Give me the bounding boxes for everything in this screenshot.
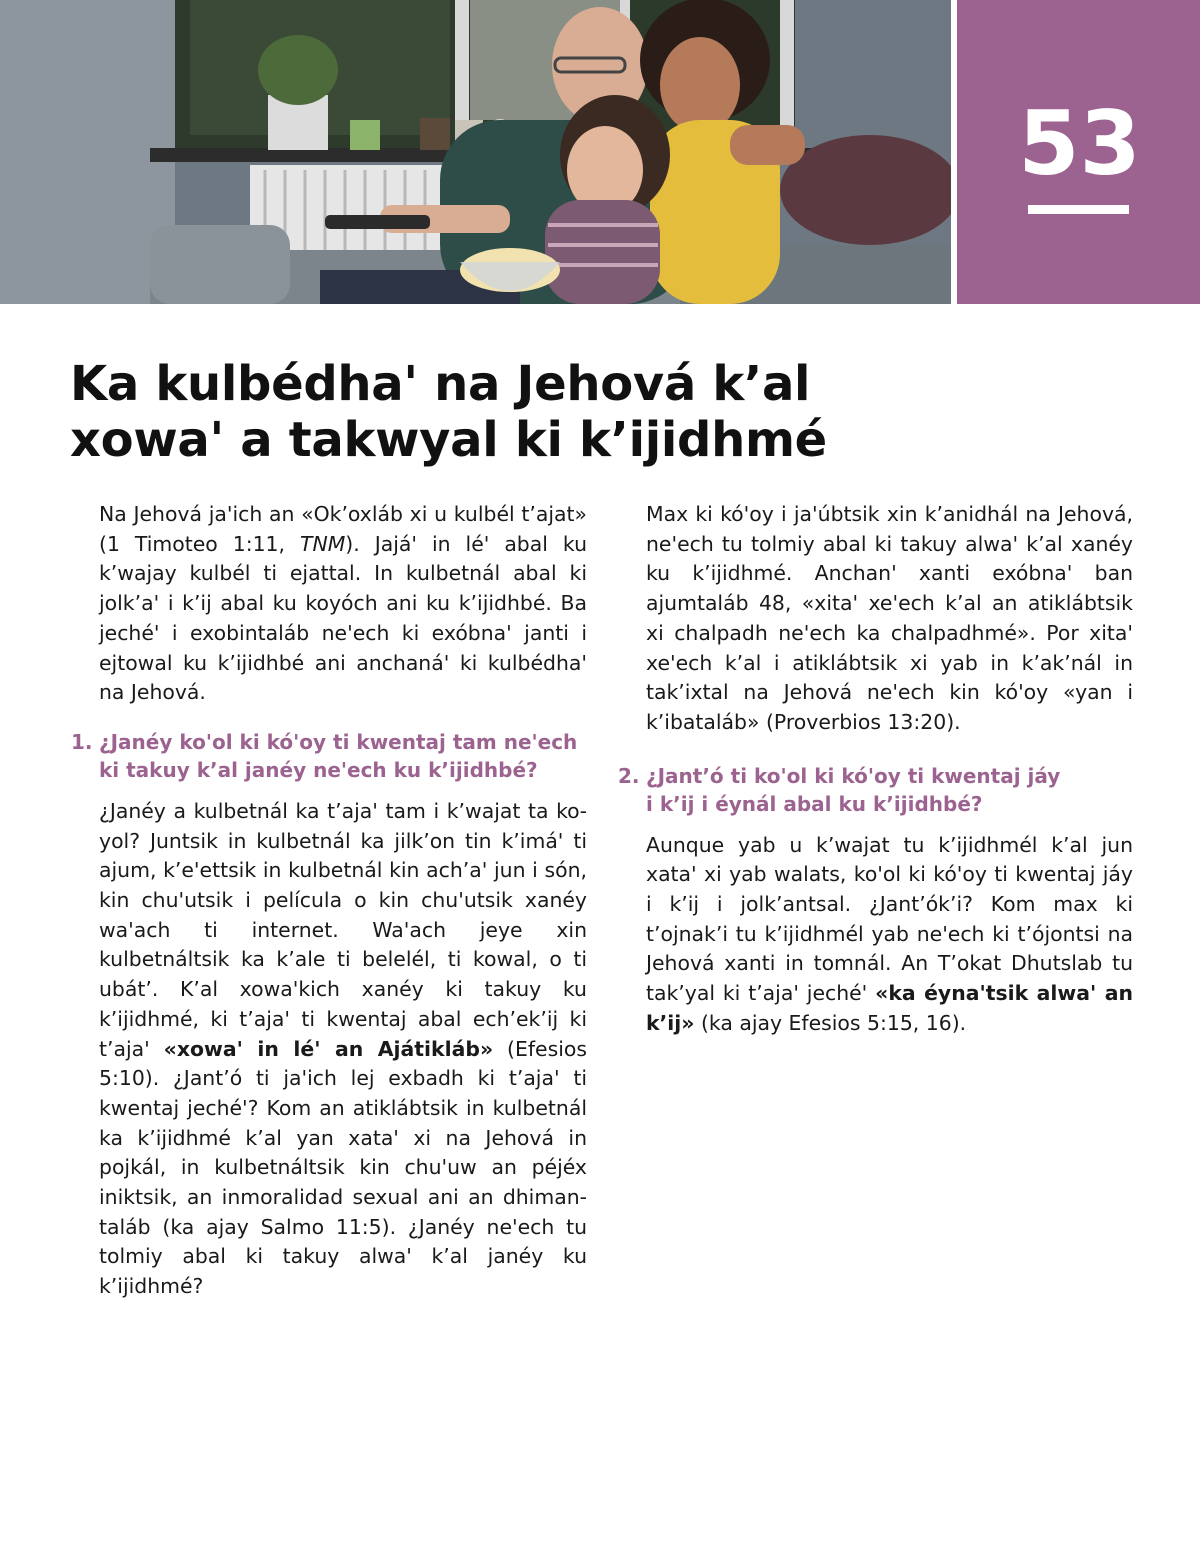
section-2-text-start: Aunque yab u k’wajat tu k’ijidhmél k’al jun xata' xi yab walats, ko'ol ki kó'oy ti kwentaj jáy i k’ij i jolk’antsal. ¿Jant’ók’i? Kom max ki t’ojnak’i tu k’ijidhmél yab ne'ech ki t’ójontsi na Jehová xanti in tomnál. An T’okat Dhutslab tu tak’yal ki t’aja' jeché' [646, 832, 1133, 1006]
section-2-bold-quote: «ka éyna'tsik alwa' an k’ij» [646, 981, 1133, 1035]
page-title-line-1: Ka kulbédha' na Jehová k’al [70, 356, 811, 412]
intro-bible-version: TNM [299, 531, 346, 556]
intro-text-end: ). Jajá' in lé' abal ku k’wajay kulbél ti ejattal. In kulbetnál abal ki jolk’a' i k’ij abal ku koyóch ani ku k’ijidhbé. Ba jeché' i exobintaláb ne'ech ki exóbna' janti i ejtowal ku k’ijidhbé ani anchaná' ki kulbédha' na Jehová. [99, 531, 587, 705]
page-title-line-2: xowa' a takwyal ki k’ijidhmé [70, 412, 827, 468]
question-1-line-1: ¿Janéy ko'ol ki kó'oy ti kwentaj tam ne'ech [99, 729, 578, 754]
right-column [618, 500, 1133, 1039]
section-2-text-end: (ka ajay Efesios 5:15, 16). [694, 1010, 967, 1035]
question-number-1: 1. [71, 729, 93, 754]
question-number-2: 2. [618, 763, 640, 788]
section-1-text-start: ¿Janéy a kulbetnál ka t’aja' tam i k’wajat ta koyol? Juntsik in kulbetnál ka jilk’on tin k’imá' ti ajum, k’e'ettsik in kulbetnál kin ach’a' jun i són, kin chu'utsik i película o kin chu'utsik xanéy wa'ach ti internet. Wa'ach jeye xin kulbetnáltsik ka k’ale ti belelél, ti kowal, o ti ubát’. K’al xowa'kich xanéy ki takuy ku k’ijidhmé, ki t’aja' ti kwentaj abal ech’ek’ij ki t’aja' [99, 798, 587, 1061]
right-intro-paragraph: Max ki kó'oy i ja'úbtsik xin k’anidhál na Jehová, ne'ech tu tolmiy abal ki takuy alwa' k’al xanéy ku k’ijidhmé. Anchan' xanti exóbna' ban ajumtaláb 48, «xita' xe'ech k’al an atiklábtsik xi chalpadh ne'ech ka chalpadhmé». Por xita' xe'ech k’al i atiklábtsik xi yab in k’ak’nál in tak’ixtal na Jehová ne'ech kin kó'oy «yan i k’ibataláb» (Proverbios 13:20). [646, 502, 1133, 734]
left-column [71, 500, 587, 1302]
question-heading-2 [618, 762, 1133, 819]
photo-illustration [0, 0, 951, 304]
intro-paragraph [99, 500, 587, 708]
question-heading-1 [71, 728, 587, 785]
page-title [70, 356, 910, 468]
section-1-paragraph [99, 797, 587, 1302]
family-watching-tv-photo [0, 0, 951, 304]
question-1-line-2: ki takuy k’al janéy ne'ech ku k’ijidhbé? [99, 758, 538, 783]
question-2-line-2: i k’ij i éynál abal ku k’ijidhbé? [646, 792, 983, 817]
lesson-number: 53 [1018, 92, 1141, 195]
lesson-number-underline [1028, 205, 1129, 214]
section-1-text-end: (Efesios 5:10). ¿Jant’ó ti ja'ich lej exbadh ki t’aja' ti kwentaj jeché'? Kom an atiklábtsik in kulbetnál ka k’ijidhmé k’al yan xata' xi na Jehová in pojkál, in kulbetnáltsik kin chu'uw an péjéx iniktsik, an inmoralidad sexual ani an dhimantaláb (ka ajay Salmo 11:5). ¿Janéy ne'ech tu tolmiy abal ki takuy alwa' k’al janéy ku k’ijidhmé? [99, 1036, 587, 1299]
section-1-bold-quote: «xowa' in lé' an Ajátikláb» [163, 1036, 494, 1061]
question-2-line-1: ¿Jant’ó ti ko'ol ki kó'oy ti kwentaj jáy [646, 763, 1061, 788]
section-2-paragraph [646, 831, 1133, 1039]
lesson-badge [957, 0, 1200, 304]
intro-text-start: Na Jehová ja'ich an «Ok’oxláb xi u kulbél t’ajat» (1 Timoteo 1:11, [99, 502, 587, 556]
